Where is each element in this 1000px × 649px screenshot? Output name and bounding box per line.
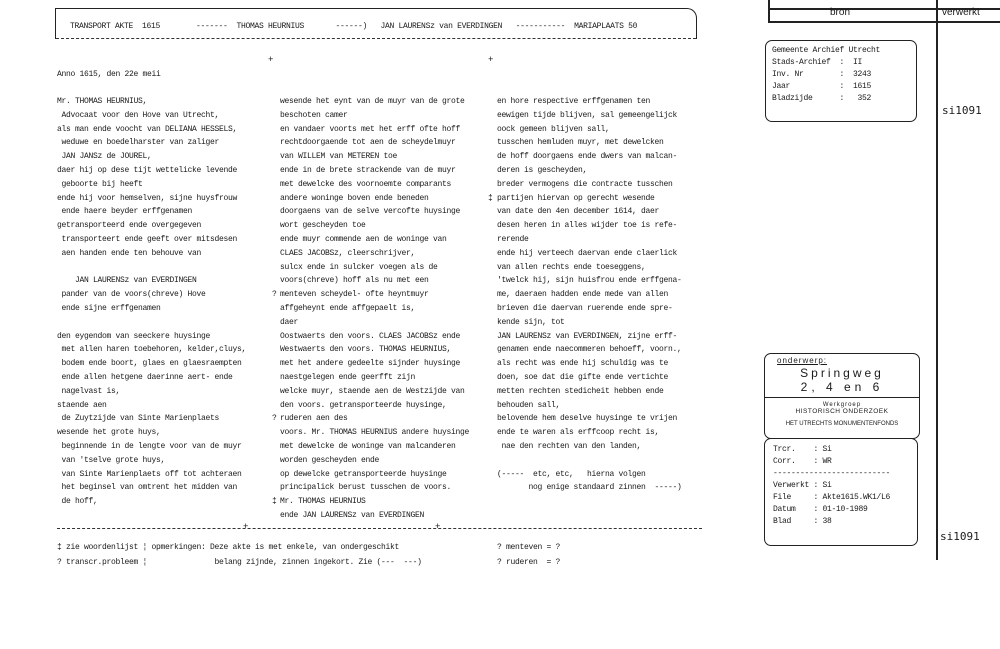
text-line	[280, 468, 510, 482]
column-mark: +	[435, 522, 441, 532]
source-inventory-number: Inv. Nr : 3243	[772, 70, 872, 79]
text-line	[497, 233, 727, 247]
text-line	[280, 343, 510, 357]
text-line	[280, 426, 510, 440]
table-column-divider	[936, 0, 938, 560]
text-line	[57, 481, 287, 495]
stamp-title-street: Springweg	[800, 366, 884, 380]
text-line	[497, 109, 727, 123]
text-line	[497, 164, 727, 178]
text-line-content: wesende het eynt van de muyr van de grote	[280, 97, 465, 106]
source-archive: Gemeente Archief Utrecht	[772, 46, 881, 55]
text-line	[280, 274, 510, 288]
text-line-content: naestgelegen ende geerfft zijn	[280, 372, 416, 382]
text-line-content: van Sinte Marienplaets off tot achteraen	[57, 469, 242, 479]
text-line-content: het beginsel van omtrent het midden van	[57, 483, 238, 493]
text-line	[497, 330, 727, 344]
legend-line-1: ‡ zie woordenlijst ¦ opmerkingen: Deze akte is met enkele, van ondergeschikt	[57, 543, 400, 552]
text-line-content: als recht was ende hij schuldig was te	[497, 359, 669, 369]
text-line-content: den voors. getransporteerde huysinge,	[280, 400, 447, 410]
text-line-content: ende sijne erffgenamen	[57, 303, 161, 313]
text-line	[280, 357, 510, 371]
text-line	[57, 440, 287, 454]
text-line	[280, 178, 510, 192]
text-line	[497, 247, 727, 261]
text-line-content: daer hij op dese tijt wettelicke levende	[57, 165, 238, 175]
text-line	[57, 192, 287, 206]
text-line-content: ende allen hetgene daerinne aert- ende	[57, 372, 233, 382]
text-line-content: ende JAN LAURENSz van EVERDINGEN	[280, 510, 425, 520]
text-line-content: den eygendom van seeckere huysinge	[57, 331, 211, 341]
text-line	[57, 247, 287, 261]
text-line-content: ende te waren als erffcoop recht is,	[497, 428, 660, 438]
text-line-content: worden gescheyden ende	[280, 455, 380, 465]
text-line	[57, 412, 287, 426]
text-line-content: getransporteerd ende overgegeven	[57, 221, 202, 231]
stamp-divider: --------------------------	[773, 469, 891, 478]
text-line-content: Mr. THOMAS HEURNIUS,	[57, 97, 148, 106]
text-line-content: aen handen ende ten behouve van	[57, 248, 202, 258]
text-line	[280, 509, 510, 523]
document-header-title: TRANSPORT AKTE 1615 ------- THOMAS HEURNIUS ------) JAN LAURENSz van EVERDINGEN ----------- MARIAPLAATS 50	[70, 22, 638, 31]
text-line	[497, 123, 727, 137]
text-line	[497, 136, 727, 150]
text-column-left	[57, 95, 287, 509]
column-mark: +	[488, 55, 494, 65]
date-line: Anno 1615, den 22e meii	[57, 70, 161, 79]
text-line-content: affgeheynt ende affgepaelt is,	[280, 303, 416, 313]
text-line	[280, 247, 510, 261]
text-line-content: pander van de voors(chreve) Hove	[57, 290, 206, 300]
source-reference-box	[765, 40, 917, 122]
text-line-content: voors. Mr. THOMAS HEURNIUS andere huysinge	[280, 428, 470, 438]
text-line	[57, 261, 287, 275]
text-line	[57, 454, 287, 468]
text-line-content: ende in de brete strackende van de muyr	[280, 165, 456, 175]
text-line-content: beschoten camer	[280, 110, 348, 120]
text-line	[57, 178, 287, 192]
text-line-content: (----- etc, etc, hierna volgen	[497, 469, 646, 479]
text-line-content: behouden sall,	[497, 400, 561, 410]
text-line	[280, 205, 510, 219]
transcriber: Trcr. : Si	[773, 445, 832, 454]
text-line-content: van date den 4en december 1614, daer	[497, 207, 660, 217]
text-line	[57, 233, 287, 247]
stamp-code: si1091	[940, 530, 980, 543]
text-line-content: de hoff,	[57, 497, 98, 507]
text-line	[272, 288, 510, 302]
text-line	[57, 95, 287, 109]
text-line	[280, 481, 510, 495]
text-line	[280, 316, 510, 330]
text-line-content: voors(chreve) hoff als nu met een	[280, 276, 429, 286]
stamp-title-numbers: 2, 4 en 6	[800, 380, 884, 394]
text-line	[497, 178, 727, 192]
column-mark: +	[243, 522, 249, 532]
text-line-content: brieven die daervan ruerende ende spre-	[497, 303, 673, 313]
text-line	[497, 454, 727, 468]
text-line	[497, 412, 727, 426]
text-line	[57, 288, 287, 302]
subject-stamp	[764, 353, 920, 439]
text-line-content: ruderen aen des	[280, 414, 348, 424]
text-line-content: deren is gescheyden,	[497, 165, 588, 175]
text-line-content: met allen haren toebehoren, kelder,cluys,	[57, 345, 247, 355]
text-line	[497, 302, 727, 316]
footer-divider	[57, 528, 702, 529]
legend-line-2: ? transcr.probleem ¦ belang zijnde, zinnen ingekort. Zie (--- ---)	[57, 558, 422, 567]
text-line	[497, 399, 727, 413]
text-line	[497, 261, 727, 275]
text-line-content: ende hij voor hemselven, sijne huysfrouw	[57, 193, 238, 203]
text-line-content: geboorte bij heeft	[57, 179, 143, 189]
text-line	[497, 481, 727, 495]
text-line	[280, 136, 510, 150]
column-header-bron: bron	[830, 7, 851, 18]
text-line	[497, 150, 727, 164]
table-border	[768, 0, 770, 22]
text-line-content: met dewelcke des voornoemte comparants	[280, 179, 452, 189]
processing-stamp	[764, 438, 918, 546]
text-line	[497, 95, 727, 109]
text-line	[497, 440, 727, 454]
text-line-content: partijen hiervan op gerecht wesende	[497, 193, 655, 203]
text-line-content: Westwaerts den voors. THOMAS HEURNIUS,	[280, 345, 452, 355]
text-line-content: de Zuytzijde van Sinte Marienplaets	[57, 414, 220, 424]
text-line	[280, 385, 510, 399]
processed-by: Verwerkt : Si	[773, 481, 832, 490]
text-line-content: ende hij verteech daervan ende claerlick	[497, 248, 678, 258]
text-line-content: ende haere beyder erffgenamen	[57, 207, 193, 217]
text-line	[280, 95, 510, 109]
text-line-content: me, daeraen hadden ende mede van allen	[497, 290, 669, 300]
text-line	[57, 123, 287, 137]
text-line-content: staende aen	[57, 400, 107, 410]
text-line	[497, 343, 727, 357]
text-line	[497, 426, 727, 440]
text-line-content: tusschen hemluden muyr, met dewelcken	[497, 138, 664, 148]
text-line-content: JAN LAURENSz van EVERDINGEN	[57, 276, 197, 286]
text-line-content: doorgaens van de selve vercofte huysinge	[280, 207, 461, 217]
text-line	[497, 316, 727, 330]
text-line	[280, 233, 510, 247]
stamp-group-name: HISTORISCH ONDERZOEK	[795, 408, 889, 415]
text-line	[272, 495, 510, 509]
text-line	[497, 219, 727, 233]
text-line-content: nae den rechten van den landen,	[497, 441, 642, 451]
text-line-content: nagelvast is,	[57, 386, 121, 396]
document-header-box	[55, 8, 697, 39]
corrector: Corr. : WR	[773, 457, 832, 466]
text-line-content: als man ende voocht van DELIANA HESSELS,	[57, 124, 238, 134]
text-line	[497, 357, 727, 371]
text-line-content: van 'tselve grote huys,	[57, 455, 166, 465]
source-stads-archief: Stads-Archief : II	[772, 58, 863, 67]
text-line	[57, 164, 287, 178]
stamp-label: onderwerp:	[777, 356, 828, 365]
annotation-marker: ‡	[272, 497, 277, 507]
text-line	[280, 219, 510, 233]
text-line	[280, 330, 510, 344]
text-line	[57, 385, 287, 399]
text-line-content: van allen rechts ende toeseggens,	[497, 262, 646, 272]
text-line	[57, 399, 287, 413]
text-line	[280, 302, 510, 316]
text-line-content: kende sijn, tot	[497, 317, 565, 327]
text-line	[497, 192, 727, 206]
text-line	[280, 109, 510, 123]
text-line-content: JAN JANSz de JOUREL,	[57, 152, 152, 162]
text-line	[497, 205, 727, 219]
annotation-marker: ?	[272, 290, 277, 300]
text-line	[57, 219, 287, 233]
text-line	[57, 150, 287, 164]
text-line-content: wesende het grote huys,	[57, 428, 161, 438]
text-line-content: en vandaer voorts met het erff ofte hoff	[280, 124, 461, 134]
text-line-content: genamen ende naecommeren behoeff, voorn.,	[497, 345, 682, 355]
text-line-content: principalick berust tusschen de voors.	[280, 483, 452, 493]
text-line-content: eewigen tijde blijven, sal gemeengelijck	[497, 110, 678, 120]
text-line	[57, 302, 287, 316]
text-line-content: van WILLEM van METEREN toe	[280, 152, 398, 162]
text-line-content: en hore respective erffgenamen ten	[497, 97, 651, 106]
annotation-marker: ‡	[488, 193, 493, 203]
text-line	[57, 426, 287, 440]
annotation-marker: ?	[272, 414, 277, 424]
text-line	[497, 274, 727, 288]
gloss-line-2: ? ruderen = ?	[497, 558, 561, 567]
text-line-content: menteven scheydel- ofte heyntmuyr	[280, 290, 429, 300]
source-year: Jaar : 1615	[772, 82, 872, 91]
text-line-content: wort gescheyden toe	[280, 221, 366, 231]
text-line-content: weduwe en boedelharster van zaliger	[57, 138, 220, 148]
text-line-content: daer	[280, 317, 299, 327]
text-line-content: Mr. THOMAS HEURNIUS	[280, 497, 366, 507]
text-line	[57, 274, 287, 288]
gloss-line-1: ? menteven = ?	[497, 543, 561, 552]
text-line	[57, 371, 287, 385]
text-line	[280, 150, 510, 164]
text-line-content: op dewelcke getransporteerde huysinge	[280, 469, 447, 479]
source-code: si1091	[942, 104, 982, 117]
text-line-content: metten rechten stedicheit hebben ende	[497, 386, 664, 396]
text-line-content: beginnende in de lengte voor van de muyr	[57, 441, 242, 451]
column-mark: +	[268, 55, 274, 65]
text-line	[57, 136, 287, 150]
text-line	[57, 468, 287, 482]
column-header-verwerkt: verwerkt	[942, 7, 980, 18]
text-line	[280, 454, 510, 468]
text-line	[272, 412, 510, 426]
text-line-content: nog enige standaard zinnen -----)	[497, 483, 682, 493]
text-line	[57, 330, 287, 344]
date: Datum : 01-10-1989	[773, 505, 868, 514]
text-line-content: doen, soe dat die gifte ende vertichte	[497, 372, 669, 382]
text-line	[57, 343, 287, 357]
source-page: Bladzijde : 352	[772, 94, 872, 103]
text-line	[280, 440, 510, 454]
text-line-content: Advocaat voor den Hove van Utrecht,	[57, 110, 220, 120]
text-line-content: met dewelcke de woninge van malcanderen	[280, 441, 456, 451]
text-line-content: 'twelck hij, sijn huisfrou ende erffgena-	[497, 276, 682, 286]
text-line-content: JAN LAURENSz van EVERDINGEN, zijne erff-	[497, 331, 678, 341]
text-line	[280, 164, 510, 178]
text-line-content: belovende hem deselve huysinge te vrijen	[497, 414, 678, 424]
text-line-content: rechtdoorgaende tot aen de scheydelmuyr	[280, 138, 456, 148]
text-line-content: sulcx ende in sulcker voegen als de	[280, 262, 438, 272]
text-line-content: CLAES JACOBSz, cleerschrijver,	[280, 248, 416, 258]
text-line	[57, 205, 287, 219]
stamp-organisation: HET UTRECHTS MONUMENTENFONDS	[785, 421, 899, 427]
sheet-number: Blad : 38	[773, 517, 832, 526]
text-line	[57, 316, 287, 330]
text-line	[280, 371, 510, 385]
text-line	[497, 288, 727, 302]
text-line-content: welcke muyr, staende aen de Westzijde van	[280, 386, 465, 396]
text-column-middle	[272, 95, 510, 523]
text-line	[57, 357, 287, 371]
text-line-content: Oostwaerts den voors. CLAES JACOBSz ende	[280, 331, 461, 341]
text-line-content: andere woninge boven ende beneden	[280, 193, 429, 203]
text-line	[497, 371, 727, 385]
text-line-content: bodem ende boort, glaes en glaesraempten	[57, 359, 242, 369]
text-line	[57, 109, 287, 123]
text-line	[280, 123, 510, 137]
text-line-content: breder vermogens die contracte tusschen	[497, 179, 673, 189]
text-column-right	[497, 95, 727, 495]
text-line	[280, 261, 510, 275]
text-line-content: de hoff doorgaens ende dwers van malcan-	[497, 152, 678, 162]
table-header-rule	[768, 21, 1000, 23]
text-line-content: oock gemeen blijven sall,	[497, 124, 610, 134]
file-name: File : Akte1615.WK1/L6	[773, 493, 891, 502]
text-line-content: ende muyr commende aen de woninge van	[280, 234, 447, 244]
text-line-content: transporteert ende geeft over mitsdesen	[57, 234, 238, 244]
text-line	[280, 192, 510, 206]
stamp-group: Werkgroep	[822, 402, 862, 408]
text-line-content: met het andere gedeelte sijnder huysinge	[280, 359, 461, 369]
text-line	[497, 468, 727, 482]
text-line-content: rerende	[497, 234, 529, 244]
text-line	[280, 399, 510, 413]
text-line-content: desen heren in alles wijder toe is refe-	[497, 221, 678, 231]
text-line	[497, 385, 727, 399]
text-line	[57, 495, 287, 509]
